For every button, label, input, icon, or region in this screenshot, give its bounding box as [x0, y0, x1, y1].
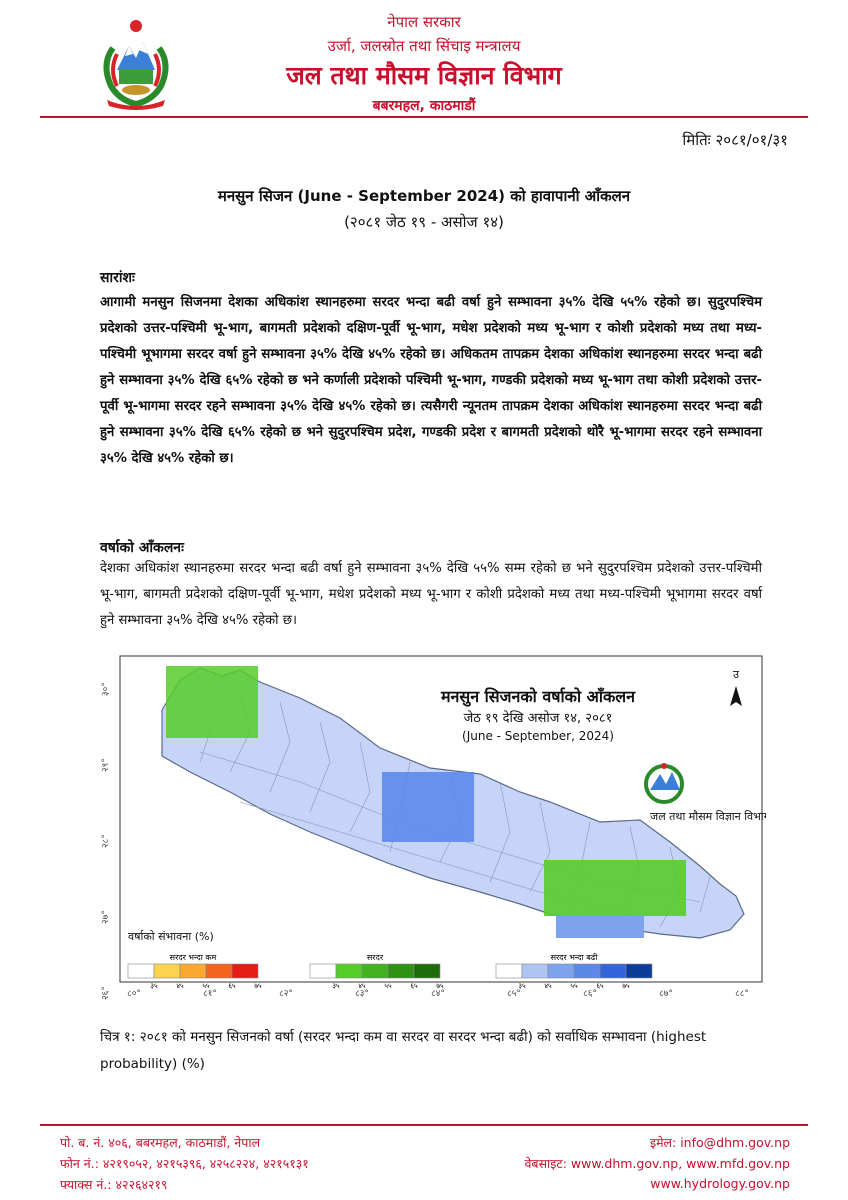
- legend-normal-tick: ४५: [358, 982, 366, 990]
- latitude-tick-label: ३०°: [101, 682, 111, 696]
- map-org-name: जल तथा मौसम विज्ञान विभाग: [650, 810, 766, 823]
- government-name: नेपाल सरकार: [387, 13, 461, 31]
- longitude-tick-label: ८७°: [659, 989, 673, 999]
- legend-above-normal-label: सरदर भन्दा बढी: [550, 953, 598, 962]
- legend-above-normal-tick: ७५: [622, 982, 630, 990]
- legend-normal-tick: ५५: [384, 982, 392, 990]
- legend-above-normal-swatch: [574, 964, 600, 978]
- latitude-ticks: [101, 682, 111, 1000]
- legend-above-normal-swatch: [496, 964, 522, 978]
- ministry-name: उर्जा, जलस्रोत तथा सिंचाइ मन्त्रालय: [327, 37, 521, 55]
- legend-below-normal-swatch: [180, 964, 206, 978]
- legend-above-normal-swatch: [548, 964, 574, 978]
- map-title: मनसुन सिजनको वर्षाको आँकलन: [440, 687, 636, 706]
- latitude-tick-label: २९°: [101, 758, 111, 772]
- legend-above-normal-swatch: [600, 964, 626, 978]
- longitude-tick-label: ८०°: [127, 989, 141, 999]
- document-date: मितिः २०८१/०१/३१: [682, 131, 788, 149]
- figure-caption: चित्र १: २०८१ को मनसुन सिजनको वर्षा (सरदर भन्दा कम वा सरदर वा सरदर भन्दा बढी) को सर्वाधिक सम्भावना (highest probability) (%): [100, 1029, 707, 1072]
- legend-above-normal-tick: ६५: [596, 982, 604, 990]
- legend-above-normal-tick: ५५: [570, 982, 578, 990]
- map-subtitle-english: (June - September, 2024): [462, 729, 614, 743]
- footer-po-box: पो. ब. नं. ४०६, बबरमहल, काठमाडौं, नेपाल: [60, 1135, 261, 1150]
- longitude-tick-label: ८६°: [583, 989, 597, 999]
- legend-normal-swatch: [336, 964, 362, 978]
- footer-fax: फ्याक्स नं.: ४२२६४२१९: [60, 1177, 168, 1192]
- summary-heading: सारांशः: [100, 270, 135, 286]
- summary-paragraph: आगामी मनसुन सिजनमा देशका अधिकांश स्थानहरुमा सरदर भन्दा बढी वर्षा हुने सम्भावना ३५% देखि ५५% रहेको छ। सुदुरपश्चिम प्रदेशको उत्तर-पश्चिमी भू-भाग, बागमती प्रदेशको दक्षिण-पूर्वी भू-भाग, मधेश प्रदेशको मध्य भू-भाग र कोशी प्रदेशको मध्य तथा मध्य-पश्चिमी भूभागमा सरदर वर्षा हुने सम्भावना ३५% देखि ४५% रहेको छ। अधिकतम तापक्रम देशका अधिकांश स्थानहरुमा सरदर भन्दा बढी हुने सम्भावना ३५% देखि ६५% रहेको छ भने कर्णाली प्रदेशको पश्चिमी भू-भाग, गण्डकी प्रदेशको मध्य भू-भाग तथा कोशी प्रदेशको उत्तर-पूर्वी भू-भागमा सरदर रहने सम्भावना ३५% देखि ४५% रहेको छ। त्यसैगरी न्यूनतम तापक्रम देशका अधिकांश स्थानहरुमा सरदर भन्दा बढी हुने सम्भावना ३५% देखि ६५% रहेको छ भने सुदुरपश्चिम प्रदेश, गण्डकी प्रदेश र बागमती प्रदेशको थोरै भू-भागमा सरदर रहने सम्भावना ३५% देखि ४५% रहेको छ।: [100, 295, 762, 466]
- latitude-tick-label: २८°: [101, 834, 111, 848]
- footer-website[interactable]: वेबसाइट: www.dhm.gov.np, www.mfd.gov.np: [524, 1156, 790, 1171]
- department-address: बबरमहल, काठमाडौं: [372, 98, 476, 114]
- longitude-ticks: [127, 989, 749, 999]
- rainfall-forecast-map: [100, 652, 766, 1004]
- legend-normal-swatch: [310, 964, 336, 978]
- longitude-tick-label: ८५°: [507, 989, 521, 999]
- rainfall-paragraph: देशका अधिकांश स्थानहरुमा सरदर भन्दा बढी वर्षा हुने सम्भावना ३५% देखि ५५% सम्म रहेको छ भने सुदुरपश्चिम प्रदेशको उत्तर-पश्चिमी भू-भाग, बागमती प्रदेशको दक्षिण-पूर्वी भू-भाग, मधेश प्रदेशको मध्य भू-भाग र कोशी प्रदेशको मध्य तथा मध्य-पश्चिमी भूभागमा सरदर वर्षा हुने सम्भावना ३५% देखि ४५% रहेको छ।: [100, 561, 762, 628]
- latitude-tick-label: २७°: [101, 910, 111, 924]
- longitude-tick-label: ८८°: [735, 989, 749, 999]
- legend-above-normal-swatch: [522, 964, 548, 978]
- legend-normal-tick: ३५: [332, 982, 340, 990]
- document-subtitle: (२०८१ जेठ १९ - असोज १४): [344, 213, 504, 231]
- legend-below-normal-tick: ५५: [202, 982, 210, 990]
- north-label: उ: [732, 668, 740, 681]
- legend-above-normal-swatch: [626, 964, 652, 978]
- legend-below-normal-label: सरदर भन्दा कम: [169, 953, 217, 962]
- legend-below-normal-swatch: [128, 964, 154, 978]
- footer-divider: [40, 1124, 808, 1126]
- footer-email[interactable]: इमेल: info@dhm.gov.np: [649, 1135, 790, 1150]
- longitude-tick-label: ८३°: [355, 989, 369, 999]
- legend-above-normal-tick: ३५: [518, 982, 526, 990]
- above-normal-region-central: [382, 772, 474, 842]
- legend-normal-swatch: [388, 964, 414, 978]
- legend-normal-swatch: [362, 964, 388, 978]
- document-title: मनसुन सिजन (June - September 2024) को हावापानी आँकलन: [217, 187, 631, 205]
- legend-below-normal-swatch: [154, 964, 180, 978]
- legend-below-normal-swatch: [206, 964, 232, 978]
- legend-normal-swatch: [414, 964, 440, 978]
- rainfall-heading: वर्षाको आँकलनः: [100, 540, 184, 556]
- legend-below-normal-tick: ६५: [228, 982, 236, 990]
- legend-title: वर्षाको संभावना (%): [128, 930, 214, 943]
- department-name: जल तथा मौसम विज्ञान विभाग: [286, 61, 562, 90]
- map-subtitle-nepali: जेठ १९ देखि असोज १४, २०८१: [463, 711, 613, 726]
- legend-above-normal-tick: ४५: [544, 982, 552, 990]
- normal-rain-region-nw: [166, 666, 258, 738]
- legend-below-normal-tick: ४५: [176, 982, 184, 990]
- legend-normal-tick: ६५: [410, 982, 418, 990]
- latitude-tick-label: २६°: [101, 986, 111, 1000]
- legend-normal-label: सरदर: [366, 953, 384, 962]
- footer-phone: फोन नं.: ४२१९०५२, ४२१५३९६, ४२५८२२४, ४२१५१३१: [60, 1156, 309, 1171]
- normal-rain-region-east: [544, 860, 686, 916]
- longitude-tick-label: ८१°: [203, 989, 217, 999]
- longitude-tick-label: ८४°: [431, 989, 445, 999]
- footer-hydrology-site[interactable]: www.hydrology.gov.np: [650, 1176, 790, 1191]
- legend-below-normal-tick: ७५: [254, 982, 262, 990]
- header-divider: [40, 116, 808, 118]
- legend-below-normal-swatch: [232, 964, 258, 978]
- above-normal-region-southeast: [556, 916, 644, 938]
- legend-below-normal-tick: ३५: [150, 982, 158, 990]
- legend-normal-tick: ७५: [436, 982, 444, 990]
- longitude-tick-label: ८२°: [279, 989, 293, 999]
